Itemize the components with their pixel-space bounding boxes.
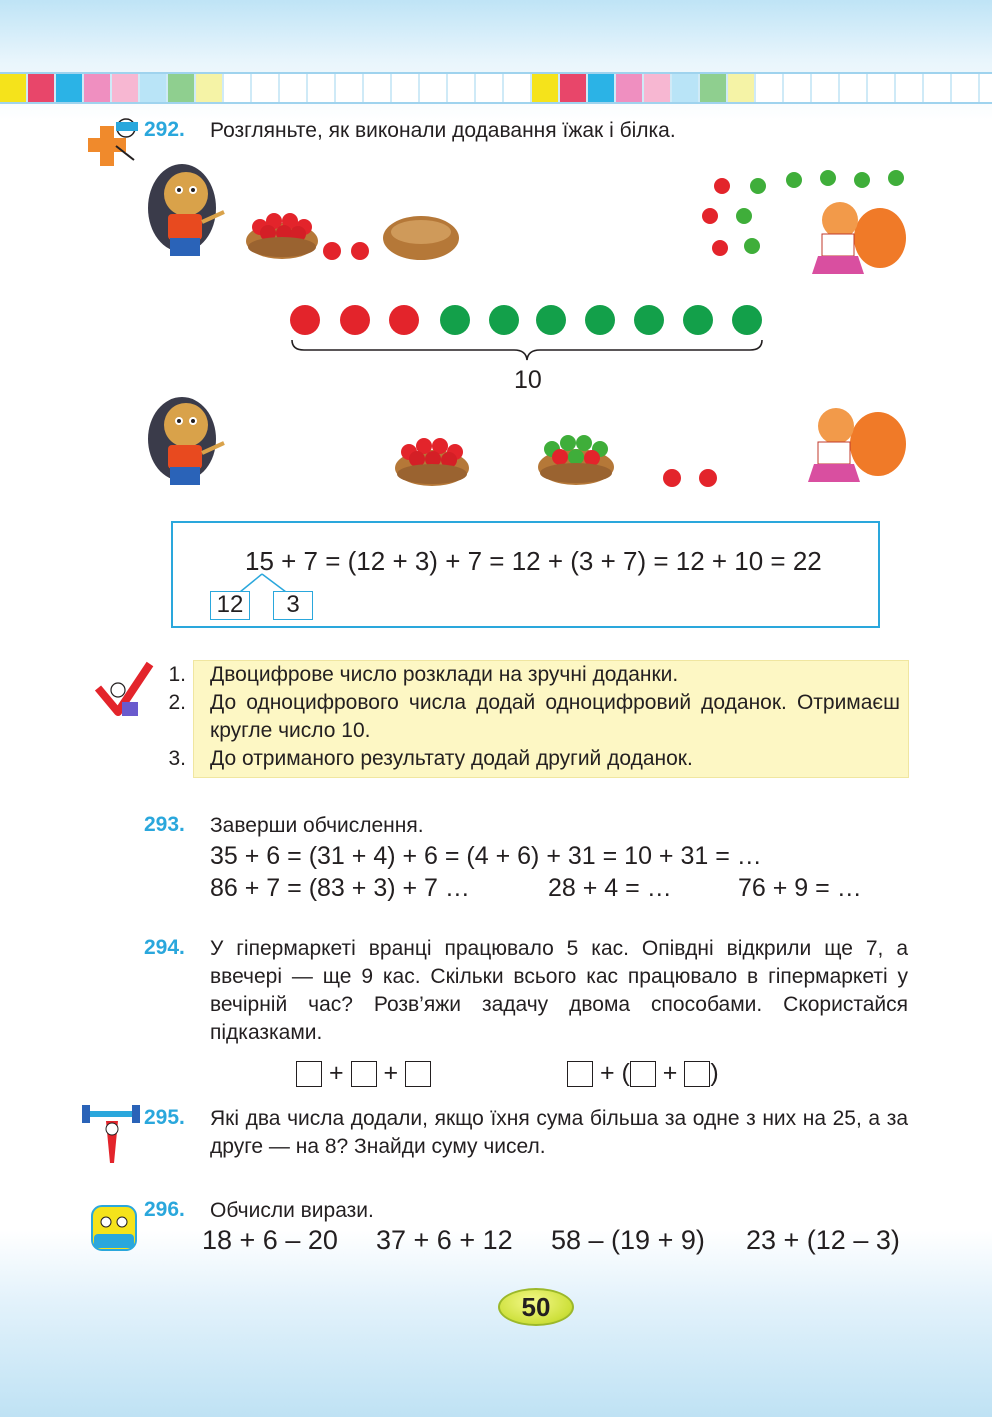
answer-box[interactable]: [630, 1061, 656, 1087]
hedgehog-illustration: [146, 160, 226, 266]
formula-line: 15 + 7 = (12 + 3) + 7 = 12 + (3 + 7) = 12 + 10 = 22: [245, 546, 822, 576]
answer-box[interactable]: [296, 1061, 322, 1087]
counter-dot-green: [683, 305, 713, 335]
hint-sum-of-three: [296, 1057, 431, 1089]
close-paren: ): [710, 1059, 719, 1087]
decomposition-part-b: 3: [273, 591, 313, 620]
two-red-apples: [320, 238, 372, 262]
plus-sign: +: [383, 1059, 399, 1087]
rule-item-text: До одноцифрового числа додай одноцифровий доданок. Отримаєш кругле число 10.: [210, 691, 900, 742]
answer-box[interactable]: [405, 1061, 431, 1087]
exercise-293-line2c: 76 + 9 = …: [738, 874, 862, 902]
exercise-293-text: Заверши обчислення.: [210, 814, 424, 837]
counter-dot-green: [634, 305, 664, 335]
expression-2: 37 + 6 + 12: [376, 1225, 513, 1255]
backpack-character-icon: [86, 1200, 142, 1252]
exercise-292-text: Розгляньте, як виконали додавання їжак і білка.: [210, 119, 676, 142]
counter-dot-green: [585, 305, 615, 335]
counter-dot-green: [489, 305, 519, 335]
color-strip: [0, 72, 992, 104]
apples-and-squirrel-illustration: [700, 166, 910, 278]
checkmark-character-icon: [92, 660, 156, 720]
counter-dot-red: [340, 305, 370, 335]
two-red-apples: [660, 466, 720, 490]
curly-brace: [290, 338, 764, 362]
exercise-number-295: 295.: [144, 1106, 185, 1129]
expression-1: 18 + 6 – 20: [202, 1225, 338, 1255]
exercise-295-text: Які два числа додали, якщо їхня сума більша за одне з них на 25, а за друге — на 8? Знайди суму чисел.: [210, 1107, 908, 1158]
rule-item-number: 1.: [168, 663, 186, 686]
hint-grouped-sum: [567, 1057, 719, 1089]
open-paren: (: [621, 1059, 630, 1087]
exercise-number-292: 292.: [144, 118, 185, 141]
answer-box[interactable]: [684, 1061, 710, 1087]
basket-of-red-apples: [244, 203, 320, 261]
rule-item-number: 3.: [168, 747, 186, 770]
plus-sign: +: [662, 1059, 678, 1087]
page-number: 50: [498, 1288, 574, 1326]
rule-item-text: Двоцифрове число розклади на зручні доданки.: [210, 663, 679, 686]
exercise-293-line1: 35 + 6 = (31 + 4) + 6 = (4 + 6) + 31 = 10 + 31 = …: [210, 842, 762, 870]
hedgehog-illustration: [146, 393, 226, 495]
brace-label: 10: [514, 366, 542, 394]
decomposition-part-a: 12: [210, 591, 250, 620]
exercise-294-text: У гіпермаркеті вранці працювало 5 кас. Опівдні відкрили ще 7, а ввечері — ще 9 кас. Скільки всього кас працювало в гіпермаркеті у вечірній час? Розв’яжи задачу двома способами. Скористайся підказками.: [210, 937, 908, 1044]
answer-box[interactable]: [567, 1061, 593, 1087]
expression-3: 58 – (19 + 9): [551, 1225, 705, 1255]
counter-dot-red: [389, 305, 419, 335]
pencil-weightlifter-icon: [80, 1105, 142, 1169]
exercise-number-294: 294.: [144, 936, 185, 959]
rule-item-number: 2.: [168, 691, 186, 714]
basket-of-red-apples: [393, 428, 471, 488]
rule-item-text: До отриманого результату додай другий доданок.: [210, 747, 693, 770]
exercise-296-text: Обчисли вирази.: [210, 1199, 374, 1222]
exercise-293-line2a: 86 + 7 = (83 + 3) + 7 …: [210, 874, 470, 902]
counter-dot-green: [440, 305, 470, 335]
exercise-number-296: 296.: [144, 1198, 185, 1221]
counter-dot-green: [536, 305, 566, 335]
answer-box[interactable]: [351, 1061, 377, 1087]
basket-of-green-apples: [536, 425, 616, 487]
expression-4: 23 + (12 – 3): [746, 1225, 900, 1255]
counter-dot-green: [732, 305, 762, 335]
counter-dot-red: [290, 305, 320, 335]
exercise-number-293: 293.: [144, 813, 185, 836]
exercise-293-line2b: 28 + 4 = …: [548, 874, 672, 902]
plus-sign: +: [328, 1059, 344, 1087]
empty-basket: [381, 212, 461, 264]
plus-character-icon: [86, 116, 142, 170]
squirrel-illustration: [796, 400, 908, 490]
plus-sign: +: [599, 1059, 615, 1087]
